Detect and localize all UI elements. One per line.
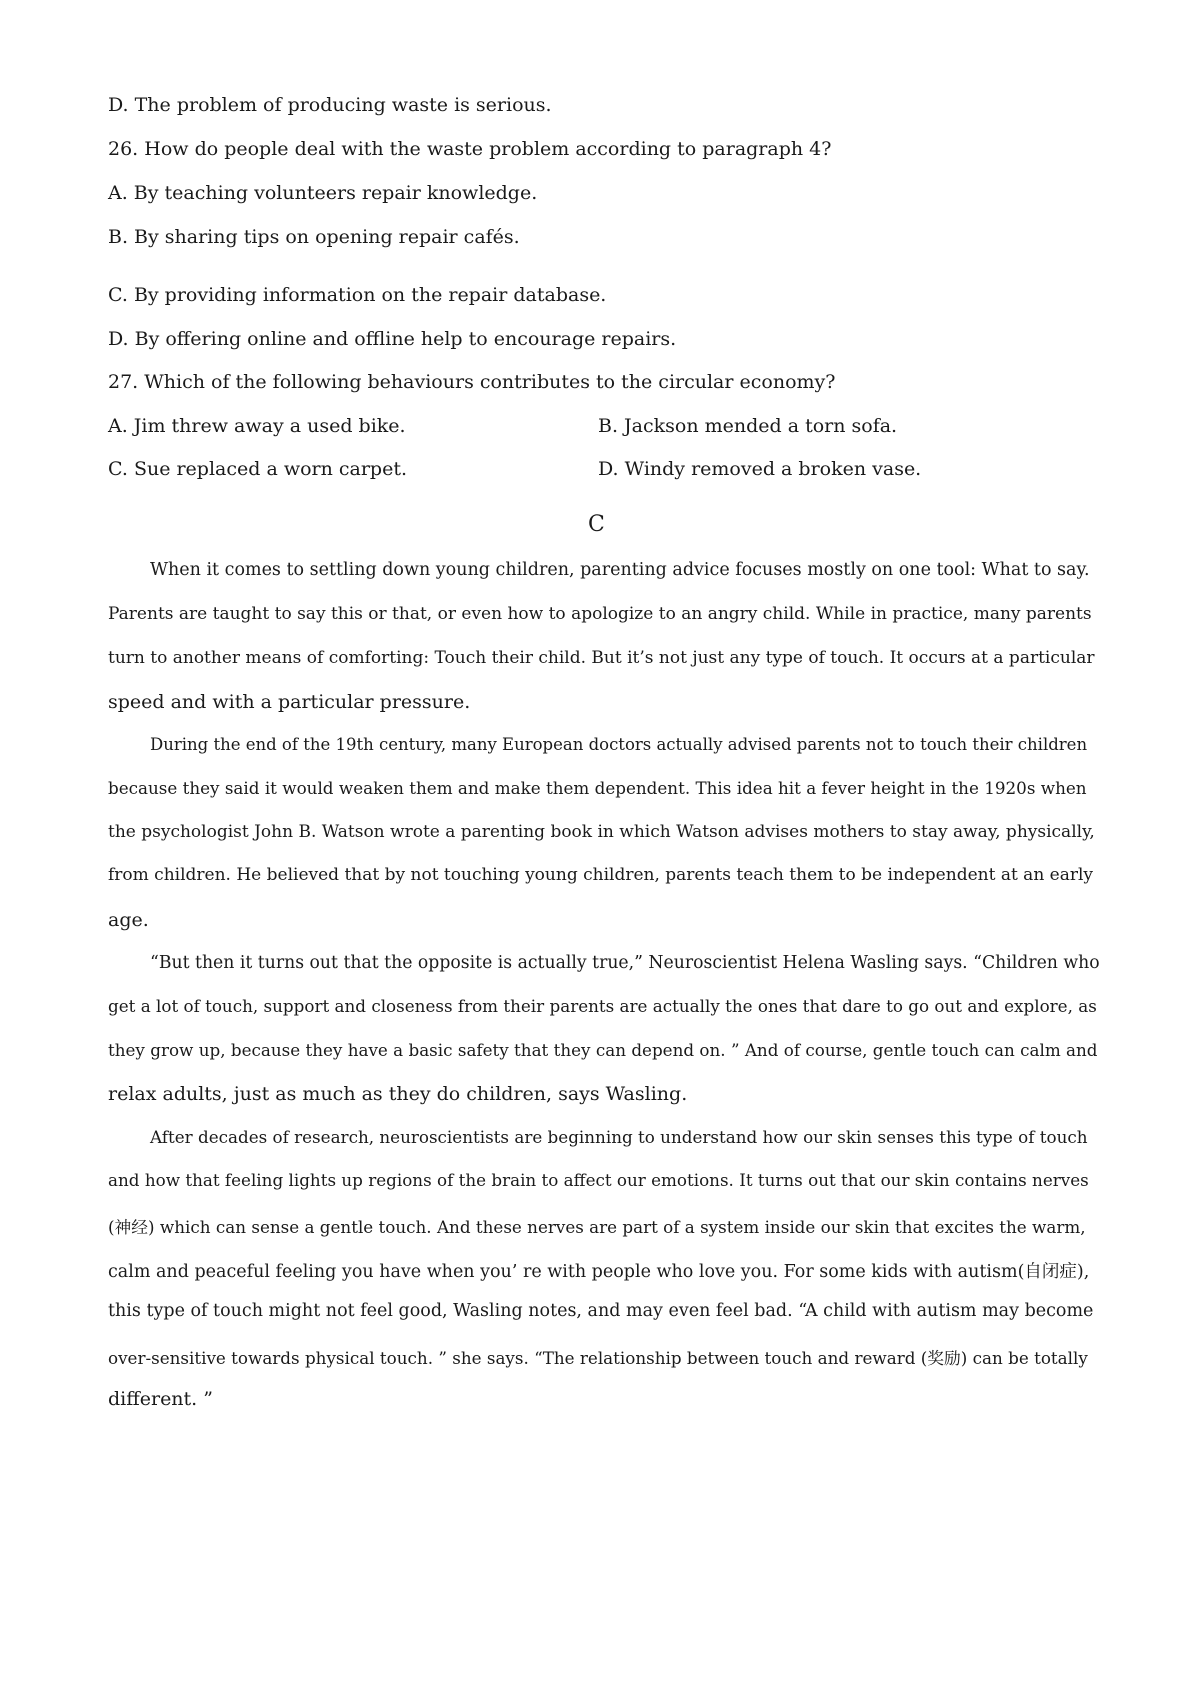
q26-option-c: C. By providing information on the repair database. <box>108 284 607 306</box>
passage-line: Parents are taught to say this or that, or even how to apologize to an angry child. While in practice, many parents <box>108 604 1092 624</box>
q27-stem: 27. Which of the following behaviours contributes to the circular economy? <box>108 371 836 393</box>
passage-line: (神经) which can sense a gentle touch. And these nerves are part of a system inside our skin that excites the warm, <box>108 1217 1086 1237</box>
passage-line: When it comes to settling down young children, parenting advice focuses mostly on one tool: What to say. <box>150 560 1090 580</box>
q27-option-d: D. Windy removed a broken vase. <box>598 458 922 480</box>
q26-option-d: D. By offering online and offline help to encourage repairs. <box>108 328 677 350</box>
passage-line: During the end of the 19th century, many European doctors actually advised parents not to touch their children <box>150 735 1088 754</box>
passage-line: speed and with a particular pressure. <box>108 691 471 713</box>
passage-line: over-sensitive towards physical touch. ” she says. “The relationship between touch and reward (奖励) can be totally <box>108 1348 1088 1368</box>
passage-line: and how that feeling lights up regions of the brain to affect our emotions. It turns out that our skin contains nerves <box>108 1170 1089 1190</box>
q27-option-b: B. Jackson mended a torn sofa. <box>598 415 898 437</box>
q25-option-d: D. The problem of producing waste is serious. <box>108 94 552 116</box>
q26-stem: 26. How do people deal with the waste problem according to paragraph 4? <box>108 138 832 160</box>
passage-line: turn to another means of comforting: Touch their child. But it’s not just any type of touch. It occurs at a particular <box>108 648 1095 668</box>
passage-line: relax adults, just as much as they do children, says Wasling. <box>108 1083 688 1105</box>
passage-line: the psychologist John B. Watson wrote a parenting book in which Watson advises mothers to stay away, physically, <box>108 822 1095 842</box>
q27-option-a: A. Jim threw away a used bike. <box>108 415 406 437</box>
passage-line: age. <box>108 909 149 931</box>
passage-line: get a lot of touch, support and closeness from their parents are actually the ones that dare to go out and explore, as <box>108 996 1097 1016</box>
passage-line: “But then it turns out that the opposite is actually true,” Neuroscientist Helena Wasling says. “Children who <box>150 953 1100 973</box>
passage-line: from children. He believed that by not touching young children, parents teach them to be independent at an early <box>108 865 1094 885</box>
q26-option-a: A. By teaching volunteers repair knowledge. <box>108 182 538 204</box>
passage-line: After decades of research, neuroscientists are beginning to understand how our skin senses this type of touch <box>150 1127 1088 1147</box>
passage-line: different. ” <box>108 1388 213 1410</box>
passage-line: they grow up, because they have a basic safety that they can depend on. ” And of course, gentle touch can calm and <box>108 1040 1098 1060</box>
passage-line: calm and peaceful feeling you have when you’ re with people who love you. For some kids with autism(自闭症), <box>108 1262 1090 1282</box>
q26-option-b: B. By sharing tips on opening repair cafés. <box>108 226 520 248</box>
passage-line: this type of touch might not feel good, Wasling notes, and may even feel bad. “A child with autism may become <box>108 1301 1094 1321</box>
passage-line: because they said it would weaken them and make them dependent. This idea hit a fever height in the 1920s when <box>108 778 1087 798</box>
q27-option-c: C. Sue replaced a worn carpet. <box>108 458 408 480</box>
passage-section-label: C <box>588 512 605 537</box>
